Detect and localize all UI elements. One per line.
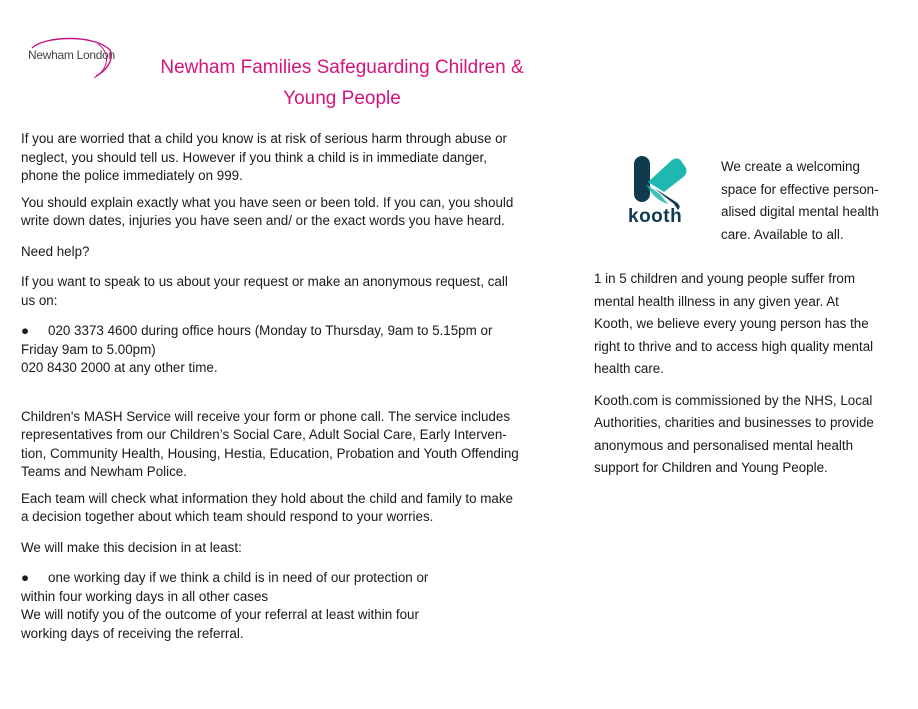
newham-logo <box>24 34 120 86</box>
para-line: support for Children and Young People. <box>594 460 828 475</box>
para-line: anonymous and personalised mental health <box>594 437 854 453</box>
para-line: us on: <box>21 292 58 308</box>
para-line: Teams and Newham Police. <box>21 464 187 479</box>
para-line: If you are worried that a child you know is at risk of serious harm through abuse or <box>21 131 508 146</box>
need-help-heading: Need help? <box>21 243 90 259</box>
para-line: health care. <box>594 361 664 376</box>
para-line: Friday 9am to 5.00pm) <box>21 341 156 357</box>
para-line: phone the police immediately on 999. <box>21 168 243 183</box>
tagline-line: alised digital mental health <box>721 204 879 219</box>
title-line-1: Newham Families Safeguarding Children & <box>160 57 524 78</box>
safeguarding-content <box>21 130 556 643</box>
phone-other-time: 020 8430 2000 at any other time. <box>21 360 218 375</box>
page-title <box>130 52 554 114</box>
phone-office-hours: 020 3373 4600 during office hours (Monday to Thursday, 9am to 5.15pm or <box>48 323 493 338</box>
para-line: Each team will check what information they hold about the child and family to make <box>21 490 513 506</box>
para-line: We will make this decision in at least: <box>21 539 242 555</box>
kooth-content <box>594 268 904 480</box>
kooth-wordmark: kooth <box>628 206 683 227</box>
para-line: mental health illness in any given year. At <box>594 293 839 309</box>
tagline-line: care. Available to all. <box>721 226 844 242</box>
para-line: right to thrive and to access high quality mental <box>594 338 874 354</box>
para-line: You should explain exactly what you have seen or been told. If you can, you should <box>21 194 514 210</box>
para-line: Kooth.com is commissioned by the NHS, Local <box>594 392 873 408</box>
bullet-icon: ● <box>21 570 30 585</box>
para-line: We will notify you of the outcome of your referral at least within four <box>21 607 419 622</box>
para-line: representatives from our Children’s Social Care, Adult Social Care, Early Interven- <box>21 427 507 442</box>
para-line: 1 in 5 children and young people suffer from <box>594 271 856 286</box>
para-line: Authorities, charities and businesses to provide <box>594 415 874 430</box>
para-line: Kooth, we believe every young person has the <box>594 316 869 331</box>
para-line: Children's MASH Service will receive your form or phone call. The service includes <box>21 408 511 424</box>
para-line: working days of receiving the referral. <box>21 625 244 641</box>
para-line: If you want to speak to us about your request or make an anonymous request, call <box>21 274 508 289</box>
list-item <box>21 322 556 341</box>
logo-text: Newham London <box>28 48 115 62</box>
tagline-line: space for effective person- <box>721 181 879 197</box>
kooth-tagline <box>721 156 901 246</box>
para-line: tion, Community Health, Housing, Hestia, Education, Probation and Youth Offending <box>21 445 519 461</box>
title-line-2: Young People <box>283 88 401 109</box>
para-line: a decision together about which team should respond to your worries. <box>21 509 434 524</box>
bullet-icon: ● <box>21 323 30 338</box>
list-item <box>21 569 556 588</box>
para-line: neglect, you should tell us. However if you think a child is in immediate danger, <box>21 149 487 165</box>
para-line: write down dates, injuries you have seen and/ or the exact words you have heard. <box>21 213 505 228</box>
para-line: within four working days in all other cases <box>21 588 269 604</box>
tagline-line: We create a welcoming <box>721 159 860 174</box>
list-text: one working day if we think a child is in need of our protection or <box>48 570 429 585</box>
